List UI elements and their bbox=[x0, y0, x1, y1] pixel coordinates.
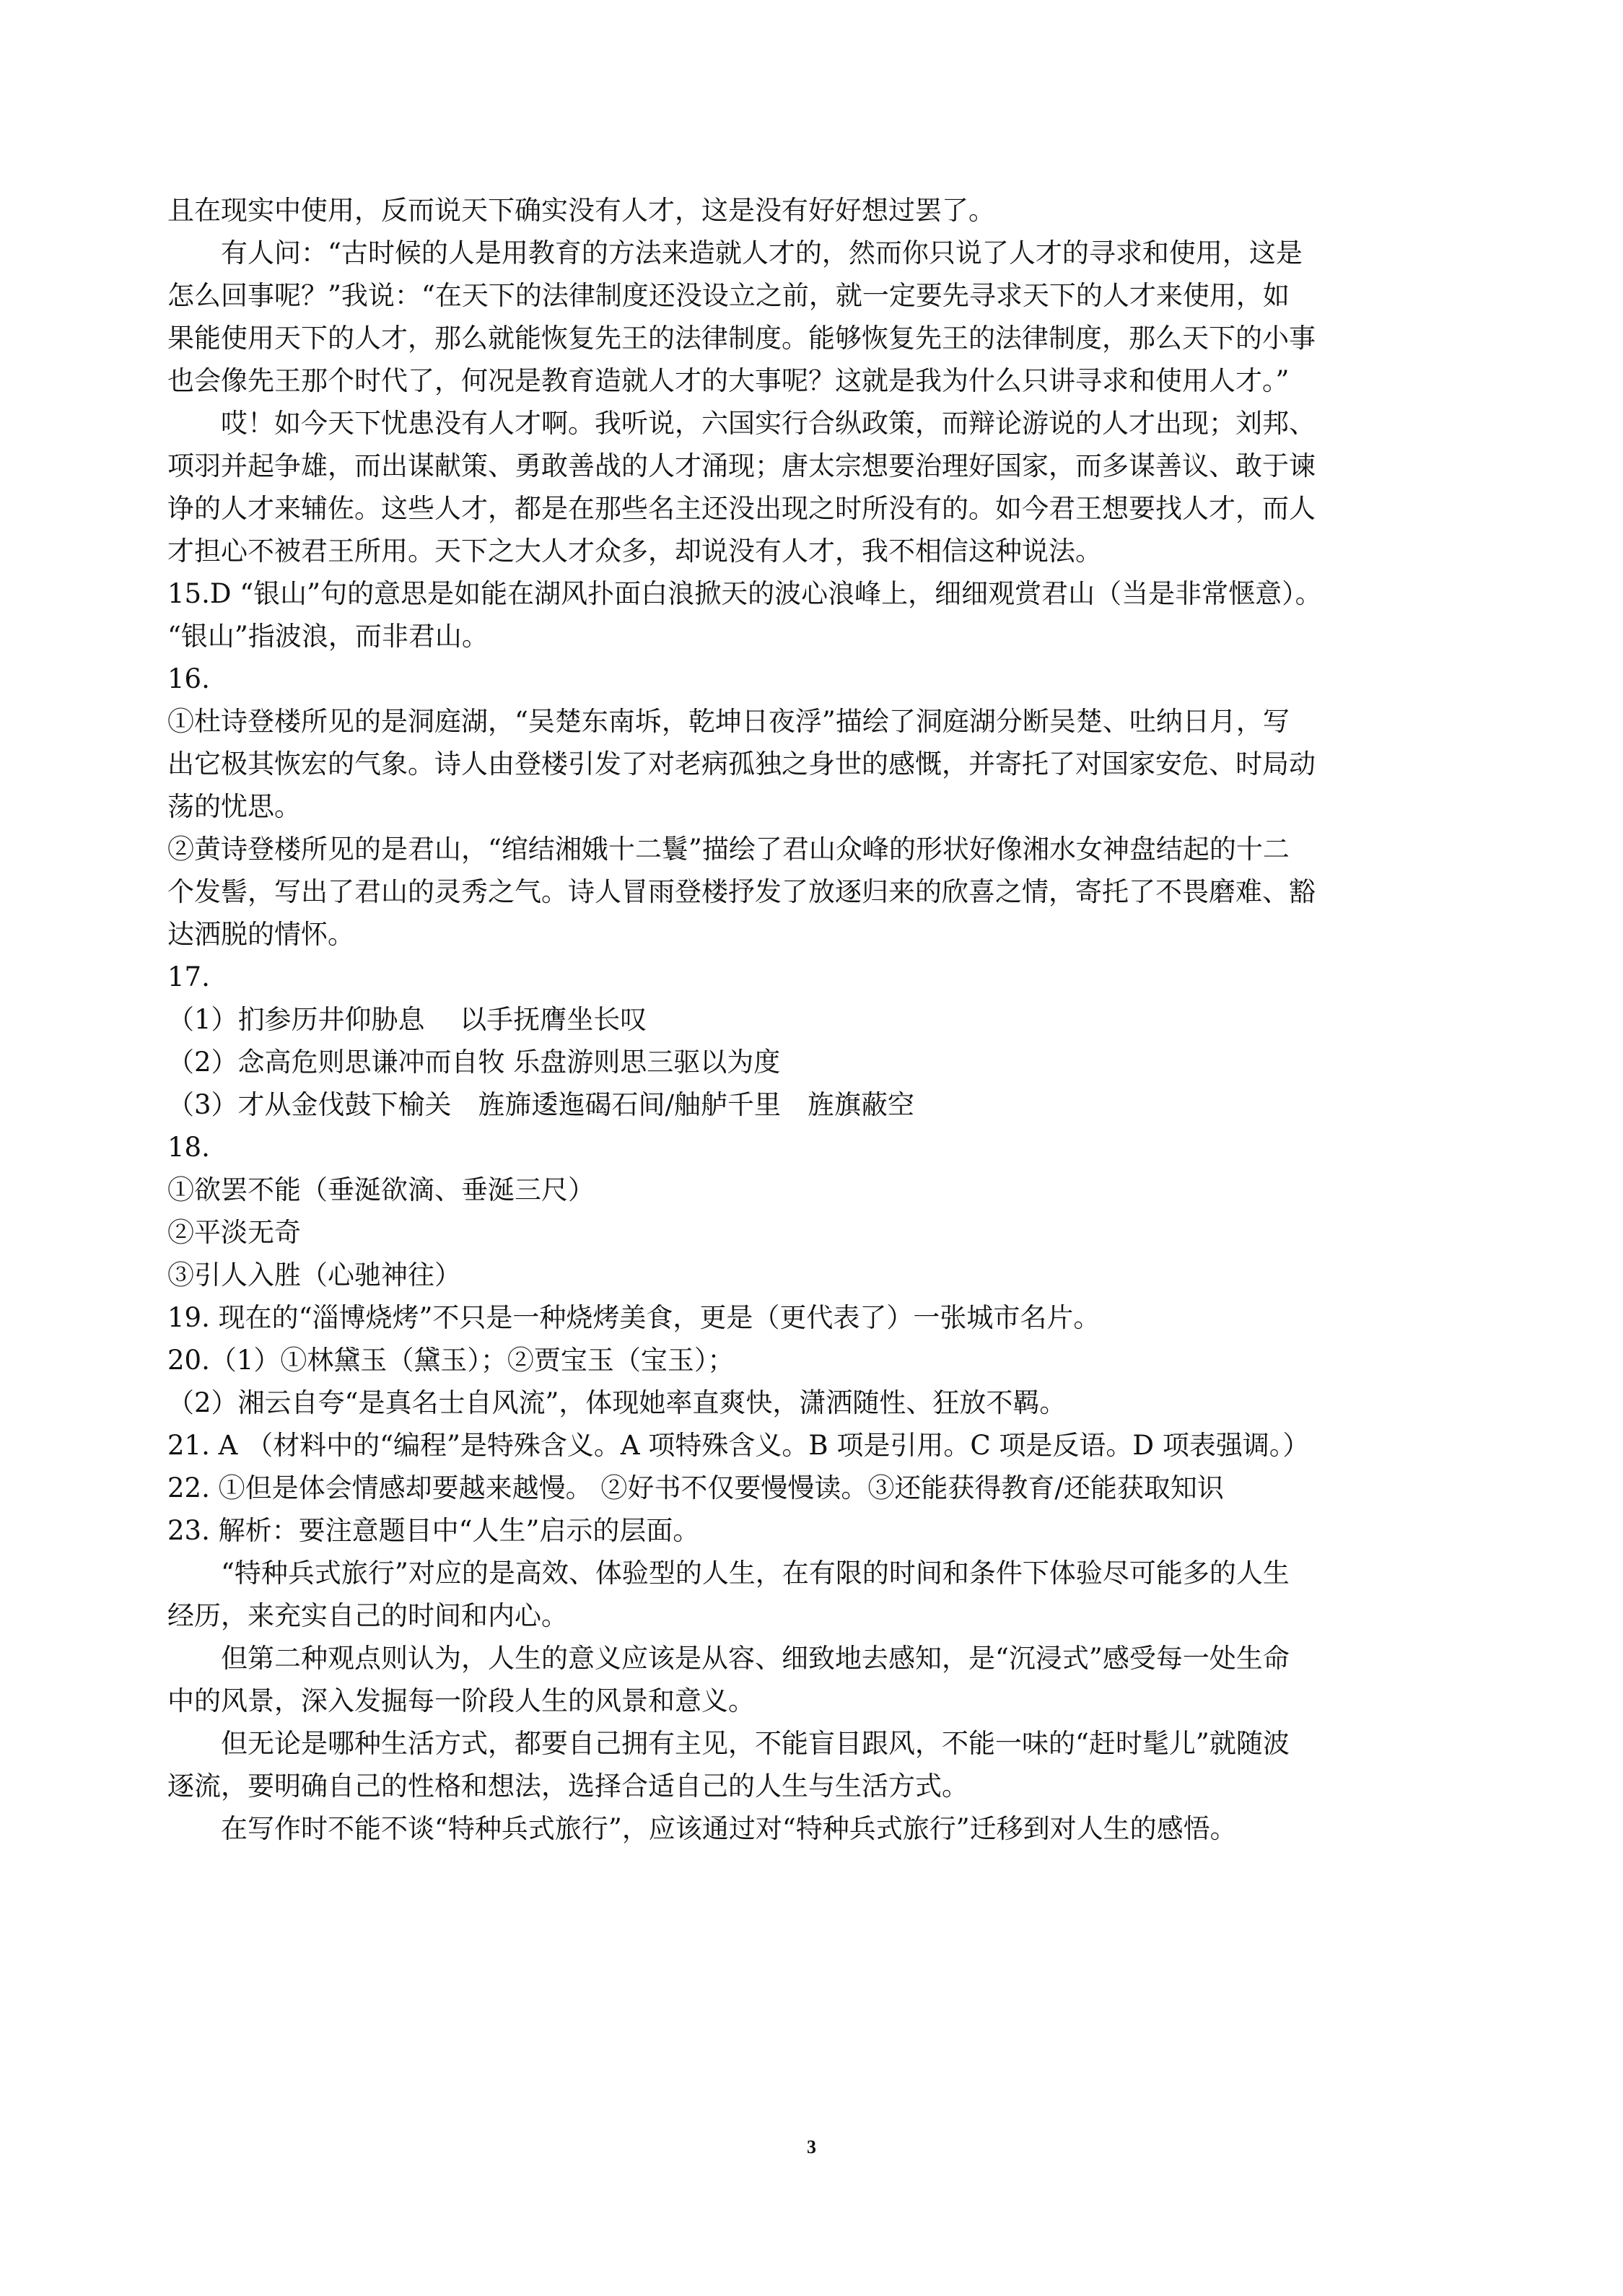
text-line: 才担心不被君王所用。天下之大人才众多，却说没有人才，我不相信这种说法。 bbox=[167, 536, 1102, 567]
text-line: 经历，来充实自己的时间和内心。 bbox=[167, 1600, 568, 1631]
text-line: 也会像先王那个时代了，何况是教育造就人才的大事呢？这就是我为什么只讲寻求和使用人才。” bbox=[167, 365, 1290, 396]
question-number: 16. bbox=[167, 663, 210, 694]
question-number: 17. bbox=[167, 961, 210, 992]
answer-16 bbox=[167, 658, 1456, 956]
text-line: 且在现实中使用，反而说天下确实没有人才，这是没有好好想过罢了。 bbox=[167, 195, 995, 226]
text-line: 怎么回事呢？”我说：“在天下的法律制度还没设立之前，就一定要先寻求天下的人才来使用，如 bbox=[167, 280, 1290, 311]
text-line: 诤的人才来辅佐。这些人才，都是在那些名主还没出现之时所没有的。如今君王想要找人才，而人 bbox=[167, 493, 1316, 524]
answer-19 bbox=[167, 1296, 1456, 1339]
text-line: 哎！如今天下忧患没有人才啊。我听说，六国实行合纵政策，而辩论游说的人才出现；刘邦、 bbox=[221, 408, 1316, 439]
text-line: 22. ①但是体会情感却要越来越慢。 ②好书不仅要慢慢读。③还能获得教育/还能获取知识 bbox=[167, 1472, 1224, 1503]
answer-23 bbox=[167, 1509, 1456, 1850]
text-line: 15.D “银山”句的意思是如能在湖风扑面白浪掀天的波心浪峰上，细细观赏君山（当是非常惬意）。 bbox=[167, 578, 1322, 609]
text-line: 个发髻，写出了君山的灵秀之气。诗人冒雨登楼抒发了放逐归来的欣喜之情，寄托了不畏磨难、豁 bbox=[167, 876, 1316, 907]
text-line: 果能使用天下的人才，那么就能恢复先王的法律制度。能够恢复先王的法律制度，那么天下的小事 bbox=[167, 323, 1316, 354]
text-line: 但无论是哪种生活方式，都要自己拥有主见，不能盲目跟风，不能一味的“赶时髦儿”就随波 bbox=[221, 1728, 1290, 1759]
text-line: ①杜诗登楼所见的是洞庭湖，“吴楚东南坼，乾坤日夜浮”描绘了洞庭湖分断吴楚、吐纳日月，写 bbox=[167, 706, 1290, 737]
page-number: 3 bbox=[807, 2136, 816, 2157]
text-line: 在写作时不能不谈“特种兵式旅行”，应该通过对“特种兵式旅行”迁移到对人生的感悟。 bbox=[221, 1813, 1237, 1844]
question-heading: 23. 解析：要注意题目中“人生”启示的层面。 bbox=[167, 1515, 700, 1546]
text-line: 21. A （材料中的“编程”是特殊含义。A 项特殊含义。B 项是引用。C 项是反语。D 项表强调。） bbox=[167, 1430, 1310, 1461]
text-line: 有人问：“古时候的人是用教育的方法来造就人才的，然而你只说了人才的寻求和使用，这是 bbox=[221, 237, 1303, 269]
text-line: 但第二种观点则认为，人生的意义应该是从容、细致地去感知，是“沉浸式”感受每一处生命 bbox=[221, 1643, 1290, 1674]
text-line: ①欲罢不能（垂涎欲滴、垂涎三尺） bbox=[167, 1174, 595, 1205]
text-line: “特种兵式旅行”对应的是高效、体验型的人生，在有限的时间和条件下体验尽可能多的人生 bbox=[221, 1558, 1290, 1589]
answer-17 bbox=[167, 956, 1456, 1126]
answer-18 bbox=[167, 1126, 1456, 1296]
text-line: （2）念高危则思谦冲而自牧 乐盘游则思三驱以为度 bbox=[167, 1047, 781, 1078]
text-line: 19. 现在的“淄博烧烤”不只是一种烧烤美食，更是（更代表了）一张城市名片。 bbox=[167, 1302, 1101, 1333]
answer-20 bbox=[167, 1339, 1456, 1424]
translation-paragraph-3 bbox=[167, 402, 1456, 572]
text-line: （3）才从金伐鼓下榆关 旌旆逶迤碣石间/舳舻千里 旌旗蔽空 bbox=[167, 1089, 915, 1120]
translation-paragraph-2 bbox=[167, 232, 1456, 402]
text-line: （2）湘云自夸“是真名士自风流”，体现她率直爽快，潇洒随性、狂放不羁。 bbox=[167, 1387, 1067, 1418]
text-line: 荡的忧思。 bbox=[167, 791, 301, 822]
text-line: 20.（1）①林黛玉（黛玉）；②贾宝玉（宝玉）； bbox=[167, 1345, 735, 1376]
text-line: 出它极其恢宏的气象。诗人由登楼引发了对老病孤独之身世的感慨，并寄托了对国家安危、时局动 bbox=[167, 748, 1316, 780]
answer-21 bbox=[167, 1424, 1456, 1467]
text-line: 达洒脱的情怀。 bbox=[167, 919, 354, 950]
question-number: 18. bbox=[167, 1132, 210, 1163]
text-line: ③引人入胜（心驰神往） bbox=[167, 1260, 461, 1291]
text-line: 项羽并起争雄，而出谋献策、勇敢善战的人才涌现；唐太宗想要治理好国家，而多谋善议、敢于谏 bbox=[167, 450, 1316, 481]
text-line: “银山”指波浪，而非君山。 bbox=[167, 621, 489, 652]
text-line: （1）扪参历井仰胁息 以手抚膺坐长叹 bbox=[167, 1004, 647, 1035]
text-line: 逐流，要明确自己的性格和想法，选择合适自己的人生与生活方式。 bbox=[167, 1771, 968, 1802]
translation-paragraph-1 bbox=[167, 189, 1456, 232]
text-line: 中的风景，深入发掘每一阶段人生的风景和意义。 bbox=[167, 1685, 755, 1716]
text-line: ②黄诗登楼所见的是君山，“绾结湘娥十二鬟”描绘了君山众峰的形状好像湘水女神盘结起的十二 bbox=[167, 834, 1290, 865]
text-line: ②平淡无奇 bbox=[167, 1217, 301, 1248]
answer-15 bbox=[167, 572, 1456, 658]
answer-22 bbox=[167, 1467, 1456, 1509]
